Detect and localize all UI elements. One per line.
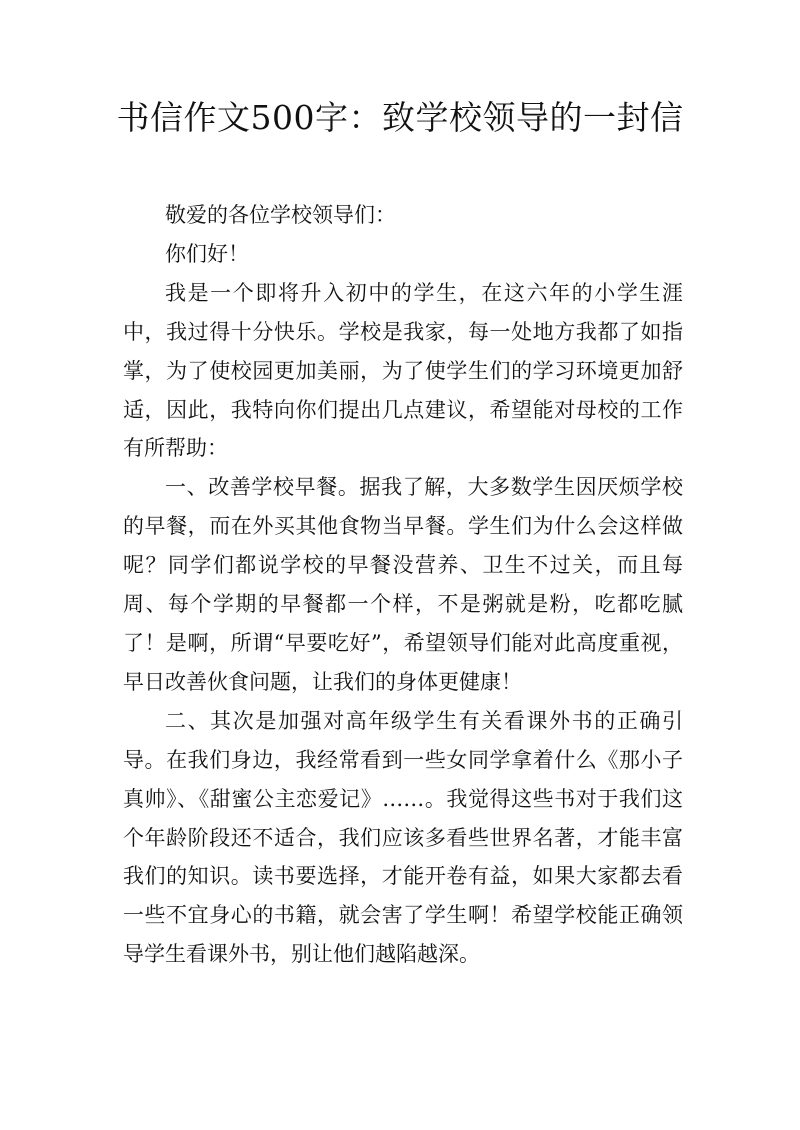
- document-title: 书信作文500字：致学校领导的一封信: [116, 98, 684, 137]
- paragraph-breakfast: 一、改善学校早餐。据我了解，大多数学生因厌烦学校的早餐，而在外买其他食物当早餐。学生们为什么会这样做呢？同学们都说学校的早餐没营养、卫生不过关，而且每周、每个学期的早餐都一个样，不是粥就是粉，吃都吃腻了！是啊，所谓“早要吃好”，希望领导们能对此高度重视，早日改善伙食问题，让我们的身体更健康！: [123, 475, 683, 694]
- greeting: 你们好！: [165, 241, 249, 266]
- paragraph-intro: 我是一个即将升入初中的学生，在这六年的小学生涯中，我过得十分快乐。学校是我家，每一处地方我都了如指掌，为了使校园更加美丽，为了使学生们的学习环境更加舒适，因此，我特向你们提出几点建议，希望能对母校的工作有所帮助：: [123, 280, 683, 461]
- salutation: 敬爱的各位学校领导们：: [165, 203, 396, 227]
- letter-body: [123, 196, 683, 974]
- paragraph-reading: 二、其次是加强对高年级学生有关看课外书的正确引导。在我们身边，我经常看到一些女同学拿着什么《那小子真帅》、《甜蜜公主恋爱记》……。我觉得这些书对于我们这个年龄阶段还不适合，我们应该多看些世界名著，才能丰富我们的知识。读书要选择，才能开卷有益，如果大家都去看一些不宜身心的书籍，就会害了学生啊！希望学校能正确领导学生看课外书，别让他们越陷越深。: [123, 708, 683, 967]
